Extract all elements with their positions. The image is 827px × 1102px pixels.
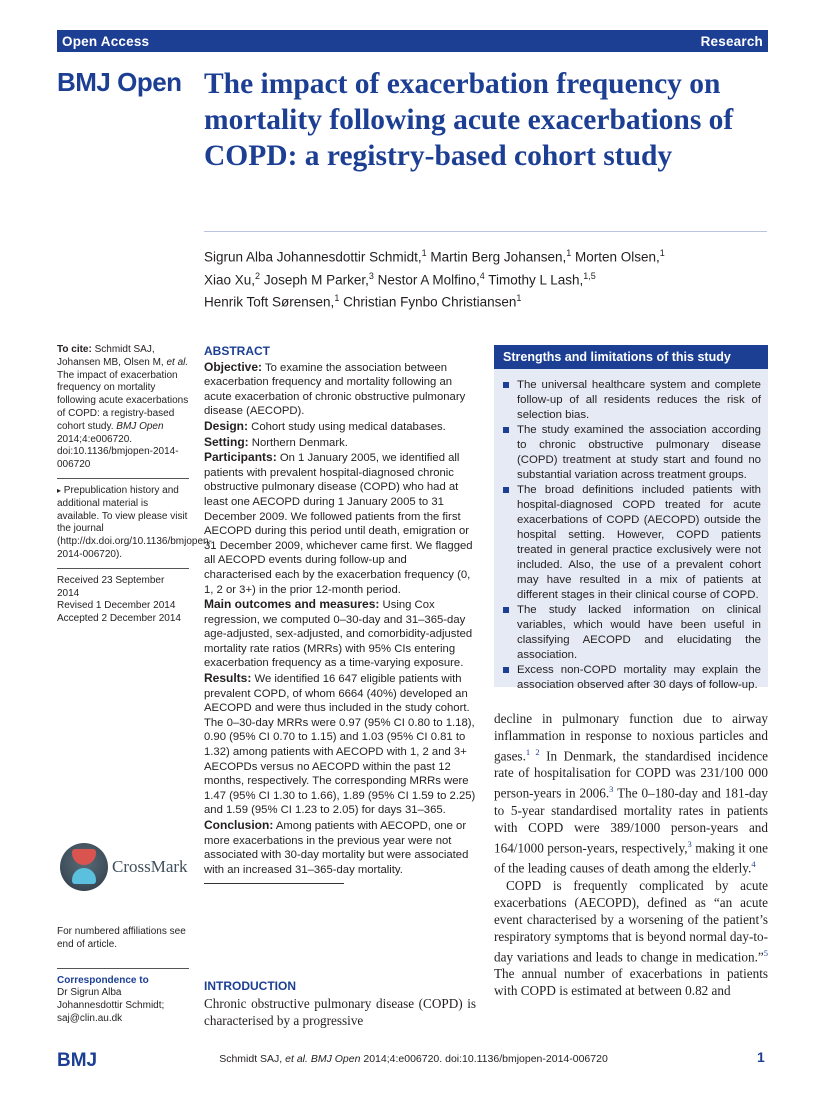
body-column-right [494,710,768,999]
author-line-1 [204,244,774,267]
outcomes-text: Using Cox regression, we computed 0–30-day and 31–365-day age-adjusted, sex-adjusted, and comorbidity-adjusted mortality rate ratios (MRRs) with 95% CIs entering exacerbation frequency as a time-varying exposure. [204,599,473,670]
square-bullet-icon [503,427,509,433]
abstract-section [204,344,476,884]
crossmark-top-shape [72,849,96,865]
dates-block [57,575,189,626]
list-item [502,423,761,483]
participants-label: Participants: [204,450,277,465]
setting-label: Setting: [204,434,249,449]
author-name: Nestor A Molfino, [373,272,480,287]
introduction-heading: INTRODUCTION [204,979,296,993]
introduction-text: Chronic obstructive pulmonary disease (COPD) is characterised by a progressive [204,996,476,1028]
abstract-setting [204,435,476,451]
author-name: Joseph M Parker, [260,272,369,287]
cite-text: Schmidt SAJ, Johansen MB, Olsen M, [57,344,167,368]
body-text: In Denmark, the standardised incidence rate of hospitalisation for COPD was 231/100 000 person-years in 2006. [494,748,768,801]
author-name: Sigrun Alba Johannesdottir Schmidt, [204,249,422,265]
list-item-text: The study lacked information on clinical variables, which would have been useful in classifying AECOPD and elucidating the association. [517,604,761,661]
author-name: Morten Olsen, [571,249,660,265]
body-text: The 0–180-day and 181-day to 5-year standardised mortality rates in patients with COPD were 389/1000 person-years and 164/1000 person-years, respectively, [494,785,769,856]
author-affiliation: 3 [368,270,374,281]
list-item [502,603,761,663]
article-sidebar [57,344,212,632]
author-name: Christian Fynbo Christiansen [339,294,517,310]
author-line-3 [204,289,774,312]
abstract-objective [204,360,476,419]
list-item-text: Excess non-COPD mortality may explain the association observed after 30 days of follow-up. [517,664,761,691]
correspondence-email[interactable]: saj@clin.au.dk [57,1012,123,1024]
abstract-outcomes [204,597,476,671]
abstract-design [204,419,476,435]
body-text: decline in pulmonary function due to airway inflammation in response to noxious particles and gases. [494,711,768,764]
square-bullet-icon [503,382,509,388]
strengths-limitations-box [494,345,768,691]
reference-link[interactable]: 3 [609,784,614,795]
accepted-date: Accepted 2 December 2014 [57,613,181,625]
body-text: making it one of the leading causes of death among the elderly. [494,840,768,876]
square-bullet-icon [503,607,509,613]
author-line-2 [204,267,774,290]
square-bullet-icon [503,487,509,493]
list-item-text: The universal healthcare system and complete follow-up of all residents reduces the risk of selection bias. [517,379,761,421]
footer-cite-journal: et al. BMJ Open [285,1053,361,1065]
objective-text: To examine the association between exacerbation frequency and mortality following an acute exacerbation of chronic obstructive pulmonary disease (AECOPD). [204,361,466,418]
received-date: Received 23 September 2014 [57,574,165,599]
revised-date: Revised 1 December 2014 [57,600,176,612]
cite-label: To cite: [57,344,92,355]
crossmark-icon [60,843,108,891]
results-label: Results: [204,671,252,686]
citation-block [57,344,189,472]
list-item-text: The study examined the association according to chronic obstructive pulmonary disease (COPD) treatment at study start and found no substantial variation across treatment groups. [517,424,761,481]
author-name: Martin Berg Johansen, [426,249,567,265]
participants-text: On 1 January 2005, we identified all patients with prevalent hospital-diagnosed chronic obstructive pulmonary disease (COPD) who had at least one AECOPD during 1 January 2005 to 31 December 2009. We followed patients from the first AECOPD during this period until death, emigration or 31 December 2009, whichever came first. We flagged all AECOPD events during follow-up and characterised each by the exacerbation frequency (0, 1, 2 or 3+) in the prior 12-month period. [204,452,473,596]
author-affiliation: 1,5 [583,270,596,281]
footer-cite-text: Schmidt SAJ, [219,1053,286,1065]
reference-link[interactable]: 3 [687,838,692,849]
body-text: COPD is frequently complicated by acute exacerbations (AECOPD), defined as “an acute event characterised by a worsening of the patient’s respiratory symptoms that is beyond normal day-to-day variations and leads to change in medication.” [494,877,768,964]
outcomes-label: Main outcomes and measures: [204,597,380,612]
abstract-heading: ABSTRACT [204,344,270,358]
open-access-label: Open Access [62,33,150,49]
reference-link[interactable]: 4 [751,859,756,870]
design-text: Cohort study using medical databases. [248,420,446,433]
journal-logo: BMJ Open [57,67,182,97]
abstract-divider [204,883,344,884]
introduction-section [204,979,476,1029]
cite-etal: et al. [166,356,189,368]
body-text: The annual number of exacerbations in patients with COPD is estimated at between 0.82 and [494,965,768,998]
sidebar-divider [57,968,189,969]
correspondence-label: Correspondence to [57,974,149,986]
reference-link[interactable]: 5 [763,947,768,958]
author-affiliation: 1 [516,293,522,303]
author-affiliation: 4 [479,270,485,281]
author-affiliation: 2 [255,270,261,281]
triangle-icon: ▸ [57,485,62,495]
footer-bmj-logo: BMJ [57,1050,98,1071]
abstract-results [204,671,476,818]
section-label: Research [700,33,763,49]
abstract-participants [204,450,476,597]
author-affiliation: 1 [659,248,665,258]
square-bullet-icon [503,667,509,673]
crossmark-bottom-shape [72,868,96,884]
reference-link[interactable]: 1 2 [525,747,540,757]
sidebar-divider [57,568,189,569]
crossmark-badge[interactable] [60,843,188,891]
affiliations-text: For numbered affiliations see end of article. [57,926,186,950]
cite-text: The impact of exacerbation frequency on mortality following acute exacerbations of COPD: a registry-based cohort study. [57,369,189,432]
author-affiliation: 1 [421,248,427,258]
author-list [204,244,774,312]
author-name: Henrik Toft Sørensen, [204,294,335,310]
objective-label: Objective: [204,359,263,374]
header-bar [57,30,768,52]
author-name: Timothy L Lash, [484,272,584,287]
cite-doi: 2014;4:e006720. doi:10.1136/bmjopen-2014-006720 [57,433,179,471]
list-item [502,378,761,423]
cite-journal: BMJ Open [116,420,164,432]
setting-text: Northern Denmark. [248,436,348,449]
affiliations-note [57,926,189,1026]
author-name: Xiao Xu, [204,272,256,287]
prepub-text[interactable]: Prepublication history and additional material is available. To view please visit the journal (http://dx.doi.org/10.1136/bmjopen-2014-006720). [57,484,212,560]
abstract-conclusion [204,818,476,877]
conclusion-label: Conclusion: [204,818,274,832]
footer-cite-doi: 2014;4:e006720. doi:10.1136/bmjopen-2014-006720 [360,1053,608,1065]
list-item [502,663,761,693]
list-item-text: The broad definitions included patients with hospital-diagnosed COPD treated for acute exacerbations of COPD (AECOPD) outside the hospital setting. However, COPD patients treated in general practice exclusively were not included. Also, the use of a prevalent cohort may have resulted in a mix of patients at different stages in their clinical course of COPD. [517,484,761,601]
crossmark-label: CrossMark [112,857,188,876]
article-title: The impact of exacerbation frequency on mortality following acute exacerbations of COPD: a registry-based cohort study [204,68,734,172]
page-number: 1 [757,1049,765,1065]
correspondence-name: Dr Sigrun Alba Johannesdottir Schmidt; [57,987,165,1012]
list-item [502,483,761,603]
author-affiliation: 1 [334,293,340,303]
prepublication-note [57,484,212,562]
sidebar-divider [57,478,189,479]
footer-citation [0,1053,827,1065]
design-label: Design: [204,418,249,433]
body-paragraph [494,877,768,999]
title-divider [204,231,767,232]
results-text: We identified 16 647 eligible patients with prevalent COPD, of whom 6664 (40%) developed an AECOPD and were thus included in the study cohort. The 0–30-day MRRs were 0.97 (95% CI 0.80 to 1.18), 0.90 (95% CI 0.70 to 1.15) and 1.03 (95% CI 0.81 to 1.32) among patients with AECOPD with 1, 2 and 3+ AECOPDs versus no AECOPD within the past 12 months, respectively. The corresponding MRRs were 1.47 (95% CI 1.30 to 1.66), 1.89 (95% CI 1.59 to 2.25) and 1.59 (95% CI 1.23 to 2.05) for days 31–365. [204,673,476,817]
author-affiliation: 1 [566,248,572,258]
box-heading: Strengths and limitations of this study [494,345,768,369]
box-list [494,369,768,693]
conclusion-text: Among patients with AECOPD, one or more exacerbations in the previous year were not associated with 30-day mortality but were associated with an increased 31–365-day mortality. [204,820,469,876]
body-paragraph [494,710,768,877]
